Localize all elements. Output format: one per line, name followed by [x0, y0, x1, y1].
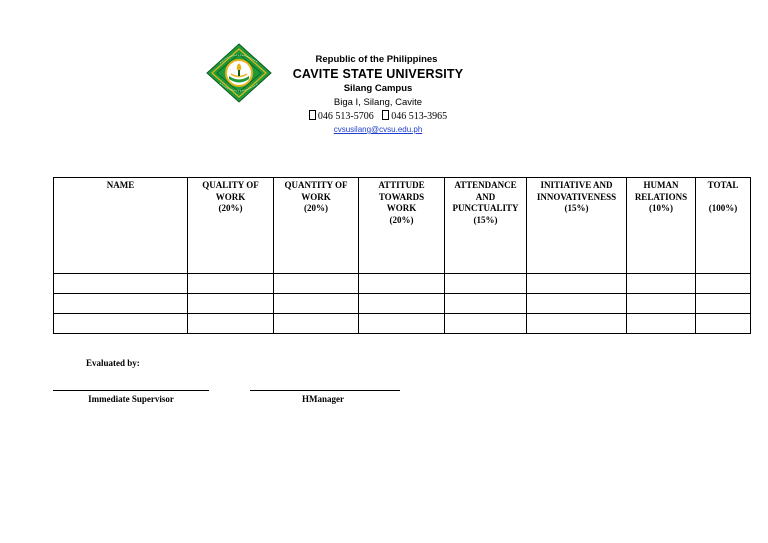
column-header-line: INITIATIVE AND [540, 180, 613, 190]
column-header-line: WORK [386, 203, 417, 213]
table-cell[interactable] [696, 294, 751, 314]
table-cell[interactable] [696, 314, 751, 334]
column-header [54, 178, 188, 274]
table-cell[interactable] [445, 314, 527, 334]
column-header-line: (15%) [564, 203, 589, 213]
column-header [627, 178, 696, 274]
address-line: Biga I, Silang, Cavite [333, 97, 423, 108]
column-header-line: WORK [215, 191, 246, 202]
column-header [274, 178, 359, 274]
table-cell[interactable] [627, 294, 696, 314]
table-row [54, 314, 751, 334]
evaluated-by-label: Evaluated by: [86, 358, 140, 368]
table-cell[interactable] [445, 294, 527, 314]
phone-icon [382, 110, 389, 120]
table-cell[interactable] [274, 274, 359, 294]
table-cell[interactable] [527, 294, 627, 314]
column-header-line: QUALITY OF [202, 180, 259, 190]
cvsu-seal-icon [206, 43, 272, 103]
column-header-line: QUANTITY OF [284, 180, 348, 190]
column-header-line: RELATIONS [634, 191, 688, 202]
table-cell[interactable] [188, 314, 274, 334]
column-header-line: NAME [106, 180, 135, 190]
table-cell[interactable] [274, 314, 359, 334]
table-cell[interactable] [274, 294, 359, 314]
republic-line: Republic of the Philippines [315, 54, 438, 65]
table-cell[interactable] [359, 274, 445, 294]
column-header-line: (15%) [473, 214, 498, 225]
column-header-line: (10%) [649, 203, 673, 213]
table-cell[interactable] [627, 274, 696, 294]
university-name: CAVITE STATE UNIVERSITY [292, 67, 464, 81]
table-body [54, 274, 751, 334]
column-header [527, 178, 627, 274]
table-row [54, 294, 751, 314]
table-cell[interactable] [527, 314, 627, 334]
column-header-line: TOTAL [707, 180, 739, 190]
column-header-line [696, 192, 750, 204]
table-cell[interactable] [188, 274, 274, 294]
column-header [696, 178, 751, 274]
email-link[interactable]: cvsusilang@cvsu.edu.ph [333, 125, 423, 134]
column-header-line: (20%) [218, 203, 243, 213]
evaluation-table [53, 177, 751, 334]
table-cell[interactable] [445, 274, 527, 294]
column-header-line: AND [475, 191, 496, 202]
table-cell[interactable] [359, 294, 445, 314]
letterhead [278, 54, 478, 135]
column-header-line: ATTENDANCE [454, 180, 517, 190]
table-header-row [54, 178, 751, 274]
phone-number-2: 046 513-3965 [391, 111, 448, 122]
supervisor-label: Immediate Supervisor [88, 394, 174, 404]
table-cell[interactable] [188, 294, 274, 314]
column-header-line: PUNCTUALITY [452, 203, 519, 213]
manager-label: HManager [302, 394, 344, 404]
column-header-line: TOWARDS [378, 191, 425, 202]
phone-line [278, 110, 478, 124]
column-header [445, 178, 527, 274]
campus-name: Silang Campus [343, 83, 413, 94]
table-row [54, 274, 751, 294]
column-header [359, 178, 445, 274]
column-header-line: INNOVATIVENESS [536, 191, 617, 202]
column-header-line: (20%) [389, 214, 414, 225]
column-header-line: (20%) [304, 203, 328, 213]
table-cell[interactable] [696, 274, 751, 294]
table-cell[interactable] [54, 294, 188, 314]
column-header-line: WORK [301, 191, 331, 202]
table-cell[interactable] [54, 274, 188, 294]
table-cell[interactable] [627, 314, 696, 334]
signature-line-manager [250, 390, 400, 391]
phone-number-1: 046 513-5706 [317, 111, 374, 122]
table-cell[interactable] [54, 314, 188, 334]
column-header-line: HUMAN [643, 180, 679, 190]
column-header-line: (100%) [708, 203, 738, 213]
column-header [188, 178, 274, 274]
phone-icon [309, 110, 316, 120]
table-cell[interactable] [359, 314, 445, 334]
signature-line-supervisor [53, 390, 209, 391]
table-cell[interactable] [527, 274, 627, 294]
column-header-line: ATTITUDE [378, 180, 425, 190]
